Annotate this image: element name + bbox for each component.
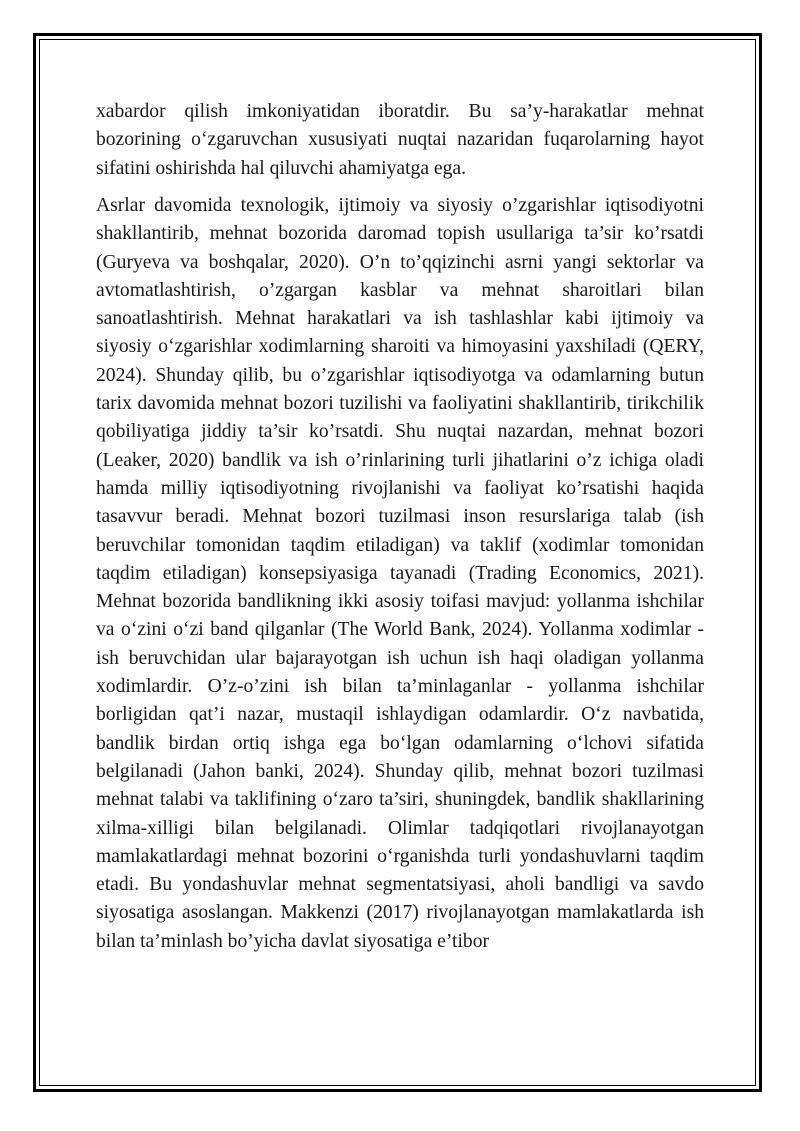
paragraph-main bbox=[96, 192, 704, 956]
paragraph-text: xabardor qilish imkoniyatidan iboratdir. Bu sa’y-harakatlar mehnat bozorining o‘zgaruvchan xususiyati nuqtai nazaridan fuqarolarning hayot sifatini oshirishda hal qiluvchi ahamiyatga ega. bbox=[96, 101, 704, 179]
paragraph-text: Asrlar davomida texnologik, ijtimoiy va siyosiy o’zgarishlar iqtisodiyotni shakllantirib, mehnat bozorida daromad topish usullariga ta’sir ko’rsatdi (Guryeva va boshqalar, 2020). O’n to’qqizinchi asrni yangi sektorlar va avtomatlashtirish, o’zgargan kasblar va mehnat sharoitlari bilan sanoatlashtirish. Mehnat harakatlari va ish tashlashlar kabi ijtimoiy va siyosiy o‘zgarishlar xodimlarning sharoiti va himoyasini yaxshiladi (QERY, 2024). Shunday qilib, bu o’zgarishlar iqtisodiyotga va odamlarning butun tarix davomida mehnat bozori tuzilishi va faoliyatini shakllantirib, tirikchilik qobiliyatiga jiddiy ta’sir ko’rsatdi. Shu nuqtai nazardan, mehnat bozori (Leaker, 2020) bandlik va ish o’rinlarining turli jihatlarini o’z ichiga oladi hamda milliy iqtisodiyotning rivojlanishi va faoliyat ko’rsatishi haqida tasavvur beradi. Mehnat bozori tuzilmasi inson resurslariga talab (ish beruvchilar tomonidan taqdim etiladigan) va taklif (xodimlar tomonidan taqdim etiladigan) konsepsiyasiga tayanadi (Trading Economics, 2021). Mehnat bozorida bandlikning ikki asosiy toifasi mavjud: yollanma ishchilar va o‘zini o‘zi band qilganlar (The World Bank, 2024). Yollanma xodimlar - ish beruvchidan ular bajarayotgan ish uchun ish haqi oladigan yollanma xodimlardir. O’z-o’zini ish bilan ta’minlaganlar - yollanma ishchilar borligidan qat’i nazar, mustaqil ishlaydigan odamlardir. O‘z navbatida, bandlik birdan ortiq ishga ega bo‘lgan odamlarning o‘lchovi sifatida belgilanadi (Jahon banki, 2024). Shunday qilib, mehnat bozori tuzilmasi mehnat talabi va taklifining o‘zaro ta’siri, shuningdek, bandlik shakllarining xilma-xilligi bilan belgilanadi. Olimlar tadqiqotlari rivojlanayotgan mamlakatlardagi mehnat bozorini o‘rganishda turli yondashuvlarni taqdim etadi. Bu yondashuvlar mehnat segmentatsiyasi, aholi bandligi va savdo siyosatiga asoslangan. Makkenzi (2017) rivojlanayotgan mamlakatlarda ish bilan ta’minlash bo’yicha davlat siyosatiga e’tibor bbox=[96, 195, 704, 952]
paragraph-continuation bbox=[96, 98, 704, 183]
